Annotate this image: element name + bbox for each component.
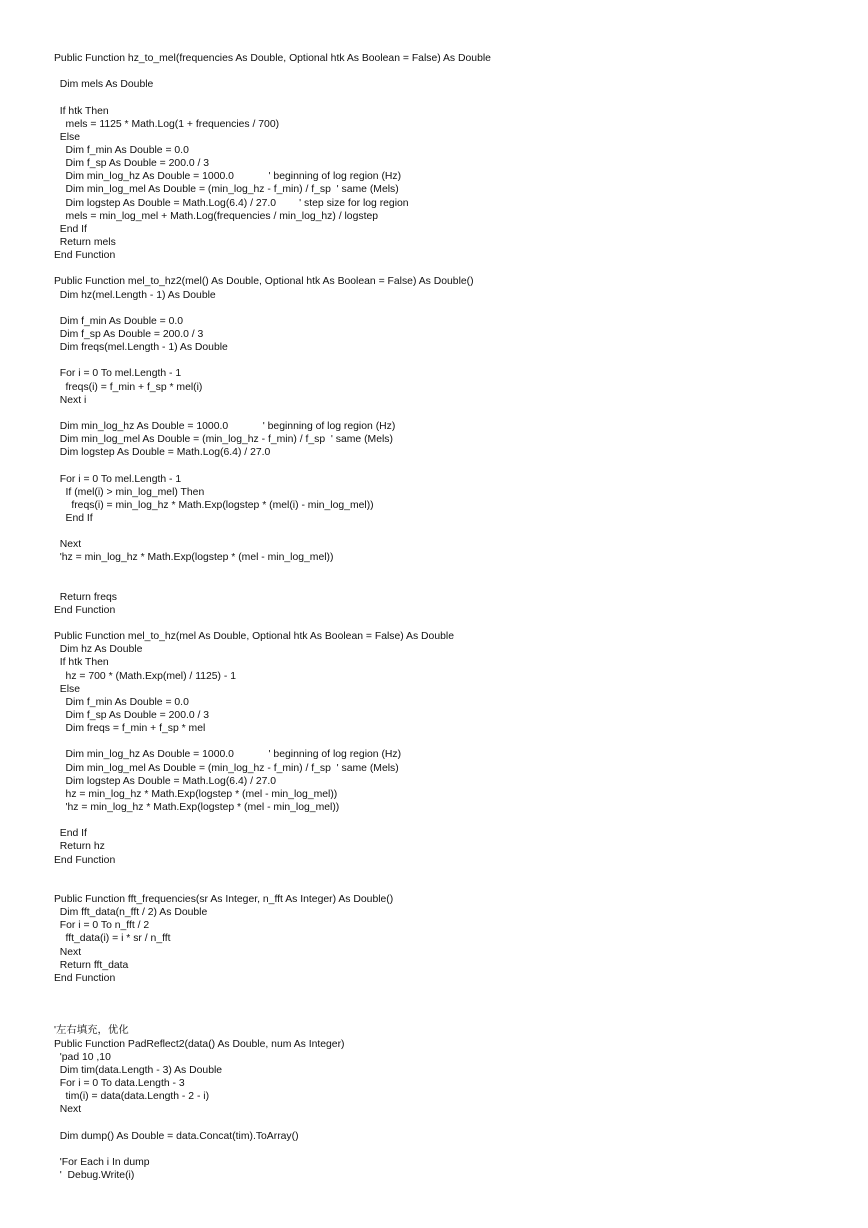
blank-line — [54, 1143, 854, 1156]
code-line: Dim min_log_mel As Double = (min_log_hz - f_min) / f_sp ' same (Mels) — [54, 434, 393, 446]
code-line: If htk Then — [54, 657, 109, 669]
code-line: For i = 0 To data.Length - 3 — [54, 1077, 185, 1089]
code-line: Dim f_sp As Double = 200.0 / 3 — [54, 328, 204, 340]
code-line: Dim f_min As Double = 0.0 — [54, 315, 184, 327]
code-line: End Function — [54, 854, 116, 866]
code-line: Dim fft_data(n_fft / 2) As Double — [54, 907, 208, 919]
code-line: Dim logstep As Double = Math.Log(6.4) / 27.0 — [54, 775, 277, 787]
code-line: 'hz = min_log_hz * Math.Exp(logstep * (mel - min_log_mel)) — [54, 552, 334, 564]
code-line: Next i — [54, 394, 87, 406]
code-line: Dim hz As Double — [54, 644, 143, 656]
code-line: Public Function fft_frequencies(sr As Integer, n_fft As Integer) As Double() — [54, 894, 394, 905]
code-line: End Function — [54, 604, 116, 616]
code-line: mels = 1125 * Math.Log(1 + frequencies / 700) — [54, 118, 280, 130]
code-line: Dim min_log_hz As Double = 1000.0 ' beginning of log region (Hz) — [54, 171, 402, 183]
code-listing — [54, 52, 854, 1182]
blank-line — [54, 578, 854, 591]
code-line: Return freqs — [54, 591, 117, 603]
code-line: Next — [54, 946, 82, 958]
blank-line — [54, 998, 854, 1011]
code-line: Next — [54, 539, 82, 551]
code-line: Dim dump() As Double = data.Concat(tim).ToArray() — [54, 1130, 299, 1142]
code-line: Dim freqs = f_min + f_sp * mel — [54, 723, 206, 735]
code-line: 'pad 10 ,10 — [54, 1051, 111, 1063]
code-line: End If — [54, 512, 93, 524]
code-line: freqs(i) = min_log_hz * Math.Exp(logstep * (mel(i) - min_log_mel)) — [54, 499, 374, 511]
code-line: Dim min_log_hz As Double = 1000.0 ' beginning of log region (Hz) — [54, 749, 402, 761]
code-line: For i = 0 To mel.Length - 1 — [54, 473, 182, 485]
code-line: For i = 0 To n_fft / 2 — [54, 920, 150, 932]
code-line: Return fft_data — [54, 959, 129, 971]
code-line: Public Function mel_to_hz2(mel() As Double, Optional htk As Boolean = False) As Double() — [54, 276, 474, 288]
blank-line — [54, 91, 854, 104]
code-line: Public Function hz_to_mel(frequencies As Double, Optional htk As Boolean = False) As Double — [54, 53, 491, 64]
code-line: hz = min_log_hz * Math.Exp(logstep * (mel - min_log_mel)) — [54, 788, 338, 800]
code-line: Dim f_min As Double = 0.0 — [54, 696, 189, 708]
code-line: 'For Each i In dump — [54, 1156, 150, 1168]
code-line: End Function — [54, 250, 116, 262]
code-line: Dim logstep As Double = Math.Log(6.4) / 27.0 ' step size for log region — [54, 197, 409, 209]
code-line: Else — [54, 131, 80, 143]
code-line: 'hz = min_log_hz * Math.Exp(logstep * (mel - min_log_mel)) — [54, 802, 340, 814]
code-line: Dim min_log_mel As Double = (min_log_hz - f_min) / f_sp ' same (Mels) — [54, 762, 399, 774]
code-line: tim(i) = data(data.Length - 2 - i) — [54, 1091, 210, 1103]
code-line: Dim f_sp As Double = 200.0 / 3 — [54, 710, 210, 722]
code-line: If htk Then — [54, 105, 109, 117]
blank-line — [54, 354, 854, 367]
blank-line — [54, 459, 854, 472]
code-line: mels = min_log_mel + Math.Log(frequencies / min_log_hz) / logstep — [54, 210, 379, 222]
code-line: End If — [54, 828, 87, 840]
code-line: hz = 700 * (Math.Exp(mel) / 1125) - 1 — [54, 670, 237, 682]
code-line: Dim f_min As Double = 0.0 — [54, 144, 189, 156]
code-line: Dim hz(mel.Length - 1) As Double — [54, 289, 216, 301]
code-line: '左右填充，优化 — [54, 1025, 129, 1037]
code-line: If (mel(i) > min_log_mel) Then — [54, 486, 205, 498]
blank-line — [54, 407, 854, 420]
code-line: fft_data(i) = i * sr / n_fft — [54, 933, 171, 945]
code-line: End If — [54, 223, 87, 235]
code-line: ' Debug.Write(i) — [54, 1169, 135, 1181]
blank-line — [54, 525, 854, 538]
blank-line — [54, 564, 854, 577]
blank-line — [54, 985, 854, 998]
blank-line — [54, 617, 854, 630]
blank-line — [54, 867, 854, 880]
blank-line — [54, 65, 854, 78]
code-line: Dim min_log_mel As Double = (min_log_hz - f_min) / f_sp ' same (Mels) — [54, 184, 399, 196]
blank-line — [54, 1116, 854, 1129]
code-line: Dim mels As Double — [54, 79, 154, 91]
blank-line — [54, 880, 854, 893]
code-line: Else — [54, 683, 80, 695]
code-line: For i = 0 To mel.Length - 1 — [54, 368, 182, 380]
code-line: End Function — [54, 972, 116, 984]
code-line: Next — [54, 1104, 82, 1116]
code-line: Dim min_log_hz As Double = 1000.0 ' beginning of log region (Hz) — [54, 420, 396, 432]
blank-line — [54, 1011, 854, 1024]
code-line: Dim logstep As Double = Math.Log(6.4) / 27.0 — [54, 447, 271, 459]
blank-line — [54, 262, 854, 275]
code-line: Dim f_sp As Double = 200.0 / 3 — [54, 158, 210, 170]
blank-line — [54, 735, 854, 748]
blank-line — [54, 302, 854, 315]
code-line: Dim tim(data.Length - 3) As Double — [54, 1064, 223, 1076]
blank-line — [54, 814, 854, 827]
code-line: Public Function PadReflect2(data() As Double, num As Integer) — [54, 1038, 345, 1050]
code-line: freqs(i) = f_min + f_sp * mel(i) — [54, 381, 203, 393]
code-line: Public Function mel_to_hz(mel As Double, Optional htk As Boolean = False) As Double — [54, 631, 454, 643]
code-line: Return hz — [54, 841, 105, 853]
code-line: Return mels — [54, 236, 116, 248]
code-line: Dim freqs(mel.Length - 1) As Double — [54, 342, 228, 354]
